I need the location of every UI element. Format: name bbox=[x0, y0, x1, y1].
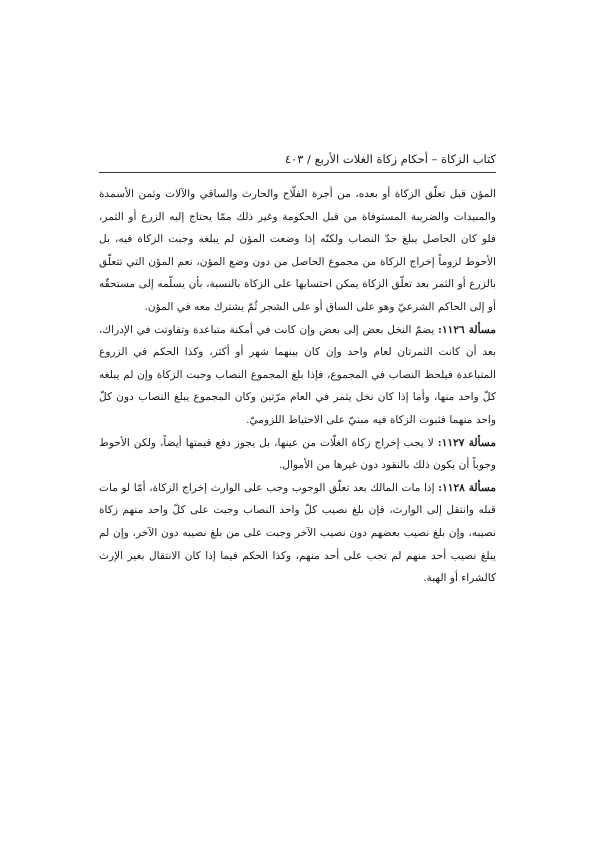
paragraph-masala-1128 bbox=[99, 477, 496, 590]
masala-label: مسألة ١١٢٧: bbox=[437, 436, 496, 449]
paragraph-text: يضمّ النخل بعض إلى بعض وإن كانت في أمكنة متباعدة وتفاوتت في الإدراك، بعد أن كانت الثمرتان لعام واحد وإن كان بينهما شهر أو أكثر، وكذا الحكم في الزروع المتباعدة فيلحظ النصاب في المجموع، فإذا بلغ المجموع النصاب وجبت الزكاة وإن لم يبلغه كلّ واحد منها، وأما إذا كان نخل يثمر في العام مرّتين وكان المجموع يبلغ النصاب دون كلّ واحد منهما فثبوت الزكاة فيه مبنيّ على الاحتياط اللزوميّ. bbox=[99, 323, 496, 426]
page-body bbox=[99, 183, 496, 590]
paragraph-masala-1126 bbox=[99, 319, 496, 432]
paragraph-masala-1127 bbox=[99, 432, 496, 477]
masala-label: مسألة ١١٢٦: bbox=[438, 323, 496, 336]
paragraph-text: المؤن قبل تعلّق الزكاة أو بعده، من أجرة الفلّاح والحارث والساقي والآلات وثمن الأسمدة والمبيدات والضريبة المستوفاة من قبل الحكومة وغير ذلك ممّا يحتاج إليه الزرع أو الثمر، فلو كان الحاصل يبلغ حدّ النصاب ولكنّه إذا وضعت المؤن لم يبلغه وجبت الزكاة فيه، بل الأحوط لزوماً إخراج الزكاة من مجموع الحاصل من دون وضع المؤن، نعم المؤن التي تتعلّق بالزرع أو الثمر بعد تعلّق الزكاة يمكن احتسابها على الزكاة بالنسبة، بأن يسلّمه إلى مستحقّه أو إلى الحاكم الشرعيّ وهو على الساق أو على الشجر ثُمّ يشترك معه في المؤن. bbox=[99, 188, 496, 313]
paragraph-continuation bbox=[99, 183, 496, 319]
paragraph-text: إذا مات المالك بعد تعلّق الوجوب وجب على الوارث إخراج الزكاة، أمّا لو مات قبله وانتقل إلى الوارث، فإن بلغ نصيب كلّ واحد النصاب وجبت على كلّ واحد منهم زكاة نصيبه، وإن بلغ نصيب بعضهم دون نصيب الآخر وجبت على من بلغ نصيبه دون الآخر، وإن لم يبلغ نصيب أحد منهم لم تجب على أحد منهم، وكذا الحكم فيما إذا كان الانتقال بغير الإرث كالشراء أو الهبة. bbox=[99, 481, 496, 585]
running-header bbox=[99, 150, 496, 173]
running-title: كتاب الزكاة – أحكام زكاة الغلات الأربع / ٤٠٣ bbox=[284, 152, 496, 166]
paragraph-text: لا يجب إخراج زكاة الغلّات من عينها، بل يجوز دفع قيمتها أيضاً، ولكن الأحوط وجوباً أن يكون ذلك بالنقود دون غيرها من الأموال. bbox=[99, 436, 496, 472]
masala-label: مسألة ١١٢٨: bbox=[438, 481, 496, 494]
